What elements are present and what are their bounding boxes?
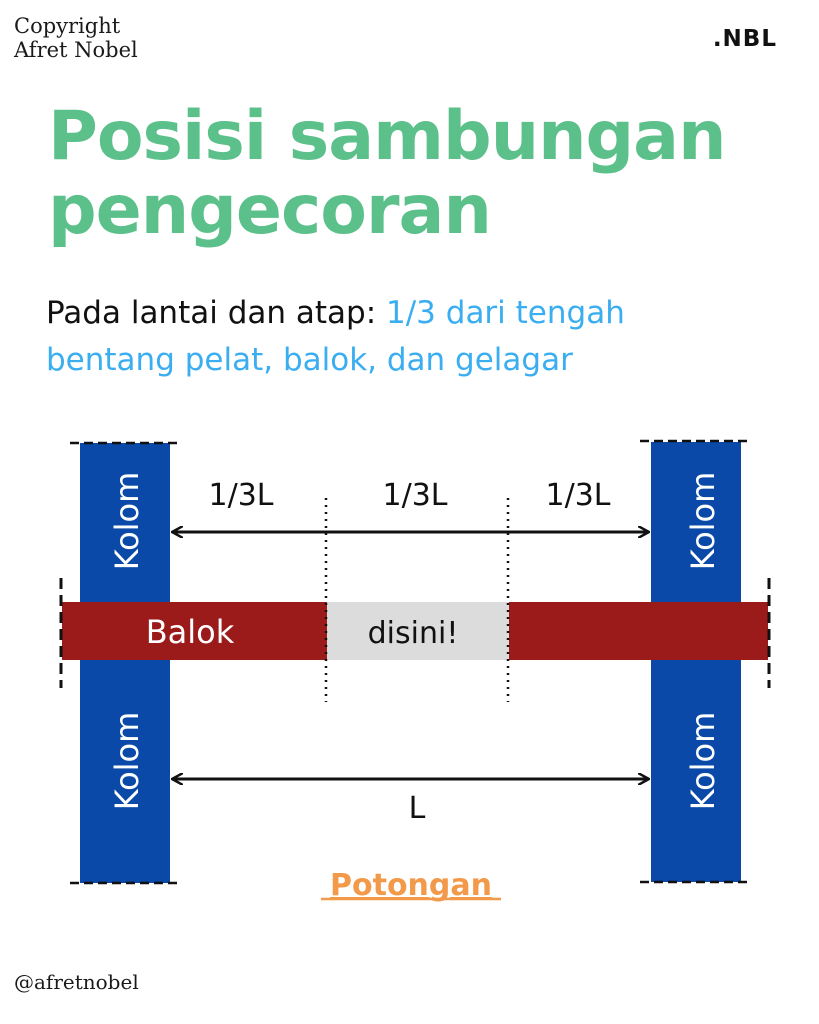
- subtitle-highlight-1: 1/3 dari tengah: [386, 295, 625, 331]
- beam-label: Balok: [145, 613, 235, 651]
- subtitle-prefix: Pada lantai dan atap:: [46, 295, 387, 331]
- segment-label-2: 1/3L: [382, 478, 448, 513]
- copyright-line-2: Afret Nobel: [14, 38, 138, 62]
- column-label-top-left: Kolom: [108, 471, 146, 571]
- copyright-line-1: Copyright: [14, 14, 121, 38]
- column-label-bottom-left: Kolom: [108, 711, 146, 811]
- column-label-top-right: Kolom: [684, 471, 722, 571]
- title-line-2: pengecoran: [48, 171, 491, 250]
- diagram-caption: Potongan: [330, 868, 492, 903]
- joint-label: disini!: [367, 616, 459, 651]
- social-handle: @afretnobel: [14, 970, 139, 994]
- title-line-1: Posisi sambungan: [48, 97, 726, 176]
- subtitle-highlight-2: bentang pelat, balok, dan gelagar: [46, 342, 573, 378]
- segment-label-1: 1/3L: [208, 478, 274, 513]
- span-label: L: [408, 791, 426, 826]
- brand-logo: .NBL: [712, 26, 777, 52]
- column-label-bottom-right: Kolom: [684, 711, 722, 811]
- beam-right-segment: [509, 602, 768, 660]
- segment-label-3: 1/3L: [545, 478, 611, 513]
